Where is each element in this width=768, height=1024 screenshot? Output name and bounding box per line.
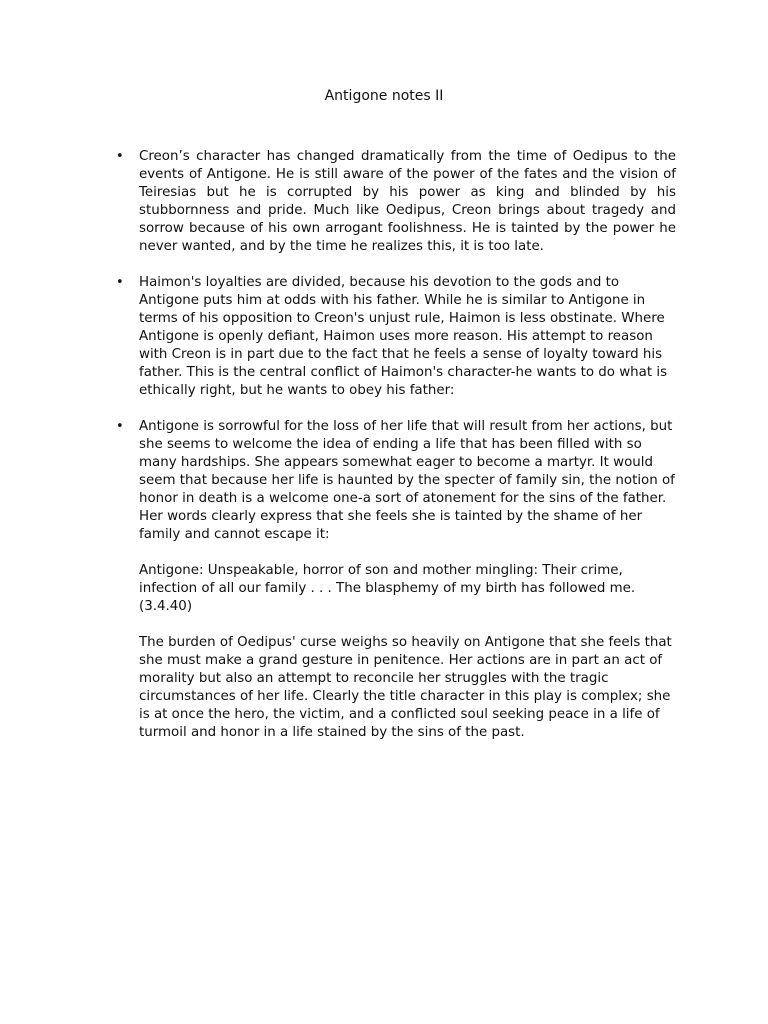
bullet-icon: • bbox=[116, 275, 124, 290]
bullet-icon: • bbox=[116, 149, 124, 164]
bullet-item-haimon bbox=[116, 274, 676, 400]
document-title: Antigone notes II bbox=[324, 88, 444, 104]
bullet-item-antigone bbox=[116, 418, 676, 742]
bullet-text: Creon’s character has changed dramatically from the time of Oedipus to the events of Antigone. He is still aware of the power of the fates and the vision of Teiresias but he is corrupted by his power as king and blinded by his stubbornness and pride. Much like Oedipus, Creon brings about tragedy and sorrow because of his own arrogant foolishness. He is tainted by the power he never wanted, and by the time he realizes this, it is too late. bbox=[139, 149, 676, 254]
block-quote: Antigone: Unspeakable, horror of son and mother mingling: Their crime, infection of all our family . . . The blasphemy of my birth has followed me. (3.4.40) bbox=[139, 563, 636, 614]
bullet-text: Haimon's loyalties are divided, because his devotion to the gods and to Antigone puts him at odds with his father. While he is similar to Antigone in terms of his opposition to Creon's unjust rule, Haimon is less obstinate. Where Antigone is openly defiant, Haimon uses more reason. His attempt to reason with Creon is in part due to the fact that he feels a sense of loyalty toward his father. This is the central conflict of Haimon's character-he wants to do what is ethically right, but he wants to obey his father: bbox=[139, 275, 668, 398]
bullet-text: Antigone is sorrowful for the loss of her life that will result from her actions, but she seems to welcome the idea of ending a life that has been filled with so many hardships. She appears somewhat eager to become a martyr. It would seem that because her life is haunted by the specter of family sin, the notion of honor in death is a welcome one-a sort of atonement for the sins of the father. Her words clearly express that she feels she is tainted by the shame of her family and cannot escape it: bbox=[139, 419, 675, 542]
bullet-item-creon bbox=[116, 148, 676, 256]
closing-paragraph: The burden of Oedipus' curse weighs so heavily on Antigone that she feels that she must make a grand gesture in penitence. Her actions are in part an act of morality but also an attempt to reconcile her struggles with the tragic circumstances of her life. Clearly the title character in this play is complex; she is at once the hero, the victim, and a conflicted soul seeking peace in a life of turmoil and honor in a life stained by the sins of the past. bbox=[139, 635, 672, 740]
bullet-icon: • bbox=[116, 419, 124, 434]
bullet-list bbox=[116, 148, 676, 760]
